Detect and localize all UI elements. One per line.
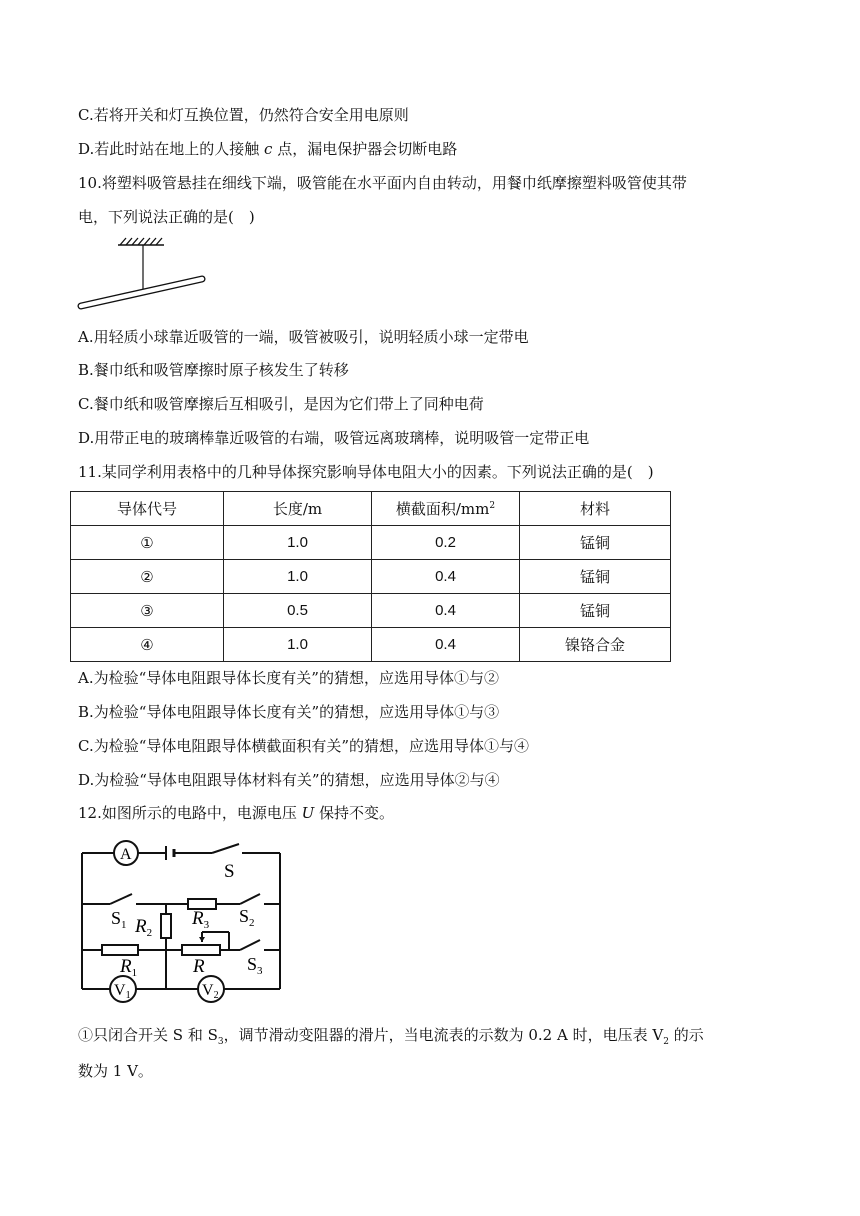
table-row <box>71 594 671 628</box>
table-cell: 1.0 <box>224 526 372 560</box>
q10-option-c: C.餐巾纸和吸管摩擦后互相吸引，是因为它们带上了同种电荷 <box>78 395 484 413</box>
r3-label: $R_3$ <box>192 908 210 931</box>
table-header <box>372 492 520 526</box>
q9-option-d <box>78 138 457 160</box>
table-cell: 0.4 <box>372 560 520 594</box>
table-cell: 锰铜 <box>520 560 671 594</box>
table-row <box>71 560 671 594</box>
q12-part1-text: ①只闭合开关 S 和 S <box>78 1026 218 1044</box>
q10-option-b: B.餐巾纸和吸管摩擦时原子核发生了转移 <box>78 361 349 379</box>
r2-label: $R_2$ <box>135 916 153 939</box>
q12-stem-text-2: 保持不变。 <box>314 804 395 822</box>
table-header: 材料 <box>520 492 671 526</box>
v2-label: V2 <box>202 982 219 1001</box>
subscript: 2 <box>663 1037 669 1047</box>
unit-superscript: 2 <box>489 501 496 511</box>
table-cell: 1.0 <box>224 560 372 594</box>
q10-option-d: D.用带正电的玻璃棒靠近吸管的右端，吸管远离玻璃棒，说明吸管一定带正电 <box>78 429 590 447</box>
q12-stem-var: U <box>301 804 315 822</box>
q12-part1-text-3: 的示 <box>668 1026 704 1044</box>
subscript: 3 <box>217 1037 224 1047</box>
table-cell: 0.4 <box>372 628 520 662</box>
switch-s-label: S <box>224 861 235 882</box>
table-cell: 1.0 <box>224 628 372 662</box>
table-cell: 0.5 <box>224 594 372 628</box>
q10-stem-line2: 电，下列说法正确的是( ) <box>78 208 255 226</box>
q9-option-c: C.若将开关和灯互换位置，仍然符合安全用电原则 <box>78 106 409 124</box>
conductor-table <box>70 491 671 662</box>
table-row <box>71 628 671 662</box>
q10-stem-line1: 10.将塑料吸管悬挂在细线下端，吸管能在水平面内自由转动，用餐巾纸摩擦塑料吸管使其带 <box>78 174 687 192</box>
table-header-text: 横截面积/mm <box>395 500 490 518</box>
s1-label: $S_1$ <box>111 908 127 931</box>
table-header-row <box>71 492 671 526</box>
straw <box>81 279 202 306</box>
r-label: R <box>193 956 205 977</box>
q9-option-d-var: c <box>264 140 273 158</box>
table-cell: ④ <box>71 628 224 662</box>
s2-label: $S_2$ <box>239 906 255 929</box>
table-cell: 0.2 <box>372 526 520 560</box>
q9-option-d-text-2: 点，漏电保护器会切断电路 <box>272 140 458 158</box>
table-header: 长度/m <box>224 492 372 526</box>
ammeter-label: A <box>120 846 132 863</box>
r1-label: $R_1$ <box>120 956 138 979</box>
table-cell: ② <box>71 560 224 594</box>
table-cell: ① <box>71 526 224 560</box>
table-cell: ③ <box>71 594 224 628</box>
q12-stem <box>78 802 394 824</box>
s3-label: $S_3$ <box>247 954 263 977</box>
q10-option-a: A.用轻质小球靠近吸管的一端，吸管被吸引，说明轻质小球一定带电 <box>78 328 529 346</box>
q9-option-d-text: D.若此时站在地上的人接触 <box>78 140 265 158</box>
v1-label: V1 <box>114 982 131 1001</box>
table-row <box>71 526 671 560</box>
q12-part1-text-2: ，调节滑动变阻器的滑片，当电流表的示数为 0.2 A 时，电压表 V <box>223 1026 664 1044</box>
straw-hanging-figure <box>72 236 212 316</box>
table-cell: 锰铜 <box>520 526 671 560</box>
q11-option-c: C.为检验“导体电阻跟导体横截面积有关”的猜想，应选用导体①与④ <box>78 737 530 755</box>
q11-option-b: B.为检验“导体电阻跟导体长度有关”的猜想，应选用导体①与③ <box>78 703 500 721</box>
q11-option-d: D.为检验“导体电阻跟导体材料有关”的猜想，应选用导体②与④ <box>78 771 500 789</box>
q11-stem: 11.某同学利用表格中的几种导体探究影响导体电阻大小的因素。下列说法正确的是( ) <box>78 463 654 481</box>
table-cell: 锰铜 <box>520 594 671 628</box>
q11-option-a: A.为检验“导体电阻跟导体长度有关”的猜想，应选用导体①与② <box>78 669 499 687</box>
q12-part1-line2: 数为 1 V。 <box>78 1062 153 1080</box>
table-cell: 0.4 <box>372 594 520 628</box>
q12-part1-line1 <box>78 1024 704 1046</box>
circuit-diagram <box>74 836 290 1006</box>
table-header: 导体代号 <box>71 492 224 526</box>
table-cell: 镍铬合金 <box>520 628 671 662</box>
q12-stem-text: 12.如图所示的电路中，电源电压 <box>78 804 302 822</box>
